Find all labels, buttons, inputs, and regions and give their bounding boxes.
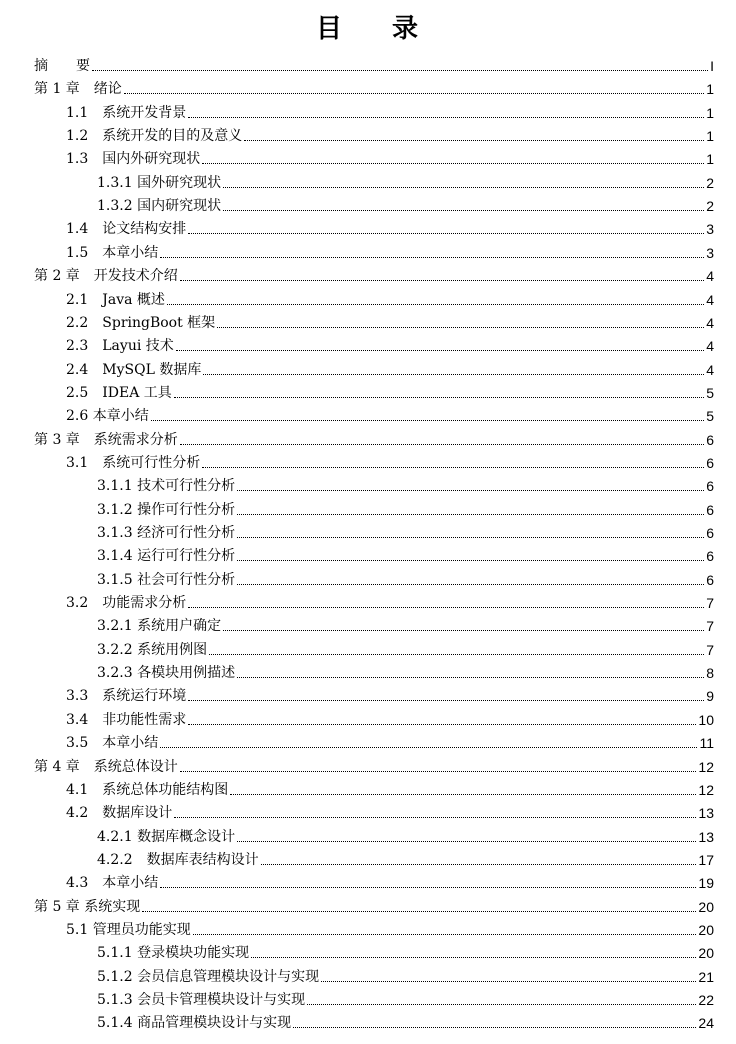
toc-entry[interactable]	[34, 893, 714, 915]
dot-leader	[193, 933, 697, 935]
toc-entry-page-number: 20	[698, 945, 714, 962]
toc-entry-label: 1.4 论文结构安排	[66, 221, 187, 238]
toc-entry-label: 3.1.4 运行可行性分析	[97, 548, 236, 565]
toc-entry-label: 第 3 章 系统需求分析	[34, 431, 178, 448]
toc-entry-page-number: 4	[706, 361, 714, 378]
dot-leader	[237, 559, 704, 561]
page-title-char-1: 目	[315, 14, 344, 44]
toc-entry-page-number: 19	[698, 875, 714, 892]
dot-leader	[180, 279, 704, 281]
toc-entry[interactable]	[66, 776, 714, 798]
toc-entry[interactable]	[66, 215, 714, 237]
toc-entry[interactable]	[66, 239, 714, 261]
dot-leader	[321, 980, 696, 982]
toc-entry[interactable]	[34, 753, 714, 775]
toc-entry-page-number: 6	[706, 571, 714, 588]
dot-leader	[202, 466, 704, 468]
toc-entry-page-number: 4	[706, 268, 714, 285]
toc-entry-label: 2.2 SpringBoot 框架	[66, 314, 216, 331]
toc-entry-page-number: I	[710, 58, 714, 74]
toc-entry[interactable]	[97, 963, 714, 985]
toc-entry-page-number: 11	[699, 735, 714, 752]
toc-entry-page-number: 9	[706, 688, 714, 705]
toc-entry[interactable]	[66, 309, 714, 331]
toc-entry[interactable]	[66, 869, 714, 891]
toc-entry-page-number: 7	[706, 641, 714, 658]
dot-leader	[92, 69, 708, 71]
toc-entry-page-number: 20	[698, 898, 714, 915]
dot-leader	[160, 256, 704, 258]
toc-entry[interactable]	[66, 589, 714, 611]
dot-leader	[237, 676, 704, 678]
toc-entry[interactable]	[97, 169, 714, 191]
toc-entry[interactable]	[97, 823, 714, 845]
toc-entry-label: 3.1.5 社会可行性分析	[97, 571, 236, 588]
toc-entry-label: 第 1 章 绪论	[34, 81, 122, 98]
dot-leader	[160, 886, 696, 888]
toc-entry-label: 2.3 Layui 技术	[66, 338, 174, 355]
toc-entry-label: 2.5 IDEA 工具	[66, 384, 172, 401]
toc-entry-label: 5.1 管理员功能实现	[66, 921, 191, 938]
toc-entry-page-number: 6	[706, 548, 714, 565]
dot-leader	[188, 116, 704, 118]
toc-entry-page-number: 6	[706, 478, 714, 495]
toc-entry-page-number: 7	[706, 595, 714, 612]
toc-entry-label: 3.5 本章小结	[66, 735, 159, 752]
toc-entry-label: 1.3 国内外研究现状	[66, 151, 201, 168]
dot-leader	[174, 816, 696, 818]
dot-leader	[251, 956, 696, 958]
toc-entry[interactable]	[66, 122, 714, 144]
toc-entry-page-number: 21	[698, 968, 714, 985]
dot-leader	[237, 489, 704, 491]
toc-entry[interactable]	[34, 75, 714, 97]
toc-entry-page-number: 2	[706, 198, 714, 215]
dot-leader	[142, 910, 696, 912]
toc-entry[interactable]	[34, 262, 714, 284]
toc-entry-page-number: 1	[706, 128, 714, 145]
toc-entry-label: 5.1.3 会员卡管理模块设计与实现	[97, 992, 306, 1008]
toc-entry-page-number: 1	[706, 104, 714, 121]
toc-entry[interactable]	[66, 286, 714, 308]
toc-entry-page-number: 2	[706, 174, 714, 191]
toc-entry-label: 第 4 章 系统总体设计	[34, 758, 178, 775]
toc-entry-label: 4.2.2 数据库表结构设计	[97, 851, 259, 868]
toc-entry-page-number: 4	[706, 291, 714, 308]
toc-entry-page-number: 6	[706, 431, 714, 448]
toc-entry-page-number: 17	[698, 851, 714, 868]
toc-entry-label: 第 2 章 开发技术介绍	[34, 268, 178, 285]
dot-leader	[237, 513, 704, 515]
dot-leader	[223, 186, 704, 188]
toc-entry-page-number: 5	[706, 384, 714, 401]
toc-entry[interactable]	[97, 496, 714, 518]
toc-entry-page-number: 1	[706, 151, 714, 168]
toc-entry[interactable]	[97, 1009, 714, 1031]
dot-leader	[188, 723, 696, 725]
dot-leader	[209, 653, 704, 655]
toc-entry-label: 3.2 功能需求分析	[66, 595, 187, 612]
toc-entry-label: 3.1.2 操作可行性分析	[97, 501, 236, 518]
toc-entry-label: 3.3 系统运行环境	[66, 688, 187, 705]
dot-leader	[203, 373, 704, 375]
toc-entry-label: 4.2 数据库设计	[66, 805, 173, 822]
toc-entry-page-number: 5	[706, 408, 714, 425]
dot-leader	[188, 699, 704, 701]
dot-leader	[124, 92, 704, 94]
toc-entry[interactable]	[97, 939, 714, 961]
dot-leader	[180, 443, 704, 445]
toc-entry[interactable]	[97, 192, 714, 214]
toc-entry[interactable]	[66, 332, 714, 354]
toc-entry[interactable]	[66, 99, 714, 121]
toc-entry-label: 1.3.1 国外研究现状	[97, 174, 222, 191]
toc-entry-page-number: 12	[698, 781, 714, 798]
toc-entry-label: 3.1.1 技术可行性分析	[97, 478, 236, 495]
dot-leader	[244, 139, 704, 141]
dot-leader	[176, 349, 704, 351]
dot-leader	[261, 863, 697, 865]
page-title	[0, 8, 736, 45]
toc-entry-page-number: 8	[706, 665, 714, 682]
toc-entry-label: 2.1 Java 概述	[66, 291, 165, 308]
dot-leader	[223, 629, 704, 631]
toc-entry-page-number: 13	[698, 828, 714, 845]
toc-entry-page-number: 6	[706, 501, 714, 518]
toc-entry[interactable]	[66, 145, 714, 167]
dot-leader	[307, 1003, 696, 1005]
toc-entry-label: 4.3 本章小结	[66, 875, 159, 892]
toc-entry[interactable]	[66, 706, 714, 728]
toc-entry-page-number: 12	[698, 758, 714, 775]
toc-entry-page-number: 24	[698, 1015, 714, 1032]
toc-entry-label: 3.1.3 经济可行性分析	[97, 525, 236, 541]
toc-entry-page-number: 1	[706, 81, 714, 98]
dot-leader	[230, 793, 696, 795]
toc-entry-label: 1.2 系统开发的目的及意义	[66, 128, 243, 145]
toc-entry-label: 第 5 章 系统实现	[34, 898, 141, 915]
toc-entry[interactable]	[34, 52, 714, 74]
toc-entry-page-number: 4	[706, 314, 714, 331]
toc-entry-page-number: 7	[706, 618, 714, 635]
toc-entry[interactable]	[97, 612, 714, 634]
dot-leader	[160, 746, 697, 748]
page-title-char-2: 录	[392, 14, 421, 44]
toc-entry[interactable]	[34, 426, 714, 448]
toc-entry-label: 1.3.2 国内研究现状	[97, 198, 222, 215]
dot-leader	[174, 396, 704, 398]
toc-entry[interactable]	[97, 636, 714, 658]
toc-entry-label: 3.1 系统可行性分析	[66, 454, 201, 471]
toc-entry-label: 摘 要	[34, 58, 90, 74]
toc-entry-label: 5.1.4 商品管理模块设计与实现	[97, 1015, 292, 1032]
dot-leader	[167, 303, 704, 305]
toc-entry[interactable]	[97, 472, 714, 494]
dot-leader	[237, 840, 696, 842]
toc-entry[interactable]	[66, 402, 714, 424]
toc-entry-label: 4.1 系统总体功能结构图	[66, 781, 229, 798]
dot-leader	[223, 209, 704, 211]
toc-entry[interactable]	[66, 916, 714, 938]
toc-entry[interactable]	[66, 682, 714, 704]
dot-leader	[293, 1026, 696, 1028]
toc-entry-label: 3.2.3 各模块用例描述	[97, 665, 236, 682]
toc-entry-label: 2.4 MySQL 数据库	[66, 361, 202, 378]
toc-entry[interactable]	[97, 846, 714, 868]
toc-entry-label: 4.2.1 数据库概念设计	[97, 828, 236, 845]
dot-leader	[151, 419, 704, 421]
toc-entry-label: 1.5 本章小结	[66, 244, 159, 261]
toc-entry-page-number: 4	[706, 338, 714, 355]
toc-entry-label: 2.6 本章小结	[66, 408, 149, 425]
dot-leader	[237, 583, 704, 585]
toc-entry-label: 3.2.2 系统用例图	[97, 641, 208, 658]
dot-leader	[180, 770, 697, 772]
toc-entry[interactable]	[97, 566, 714, 588]
toc-entry-page-number: 3	[706, 221, 714, 238]
dot-leader	[202, 162, 704, 164]
toc-entry-page-number: 20	[698, 921, 714, 938]
toc-entry[interactable]	[66, 729, 714, 751]
toc-entry-label: 5.1.2 会员信息管理模块设计与实现	[97, 968, 320, 985]
toc-entry-page-number: 22	[698, 992, 714, 1008]
toc-entry-label: 3.4 非功能性需求	[66, 711, 187, 728]
dot-leader	[237, 536, 704, 538]
dot-leader	[188, 232, 704, 234]
toc-entry-label: 1.1 系统开发背景	[66, 104, 187, 121]
toc-entry[interactable]	[97, 542, 714, 564]
toc-entry-label: 5.1.1 登录模块功能实现	[97, 945, 250, 962]
toc-entry[interactable]	[97, 519, 714, 541]
toc-entry[interactable]	[66, 799, 714, 821]
toc-entry-page-number: 6	[706, 454, 714, 471]
toc-entry-page-number: 3	[706, 244, 714, 261]
toc-entry[interactable]	[66, 449, 714, 471]
dot-leader	[188, 606, 704, 608]
toc-entry[interactable]	[66, 356, 714, 378]
toc-entry[interactable]	[66, 379, 714, 401]
toc-entry-page-number: 6	[706, 525, 714, 541]
toc-entry-page-number: 10	[698, 711, 714, 728]
dot-leader	[217, 326, 704, 328]
toc-entry-page-number: 13	[698, 805, 714, 822]
toc-entry-label: 3.2.1 系统用户确定	[97, 618, 222, 635]
toc-entry[interactable]	[97, 659, 714, 681]
toc-entry[interactable]	[97, 986, 714, 1008]
